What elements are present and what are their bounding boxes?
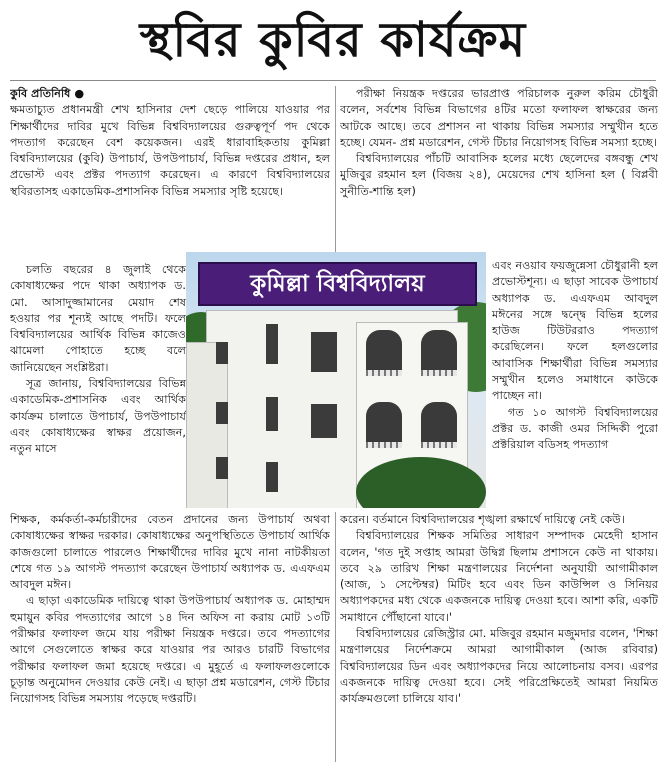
window — [266, 462, 278, 492]
byline — [10, 86, 330, 102]
left-paragraph-3b: শিক্ষক, কর্মকর্তা-কর্মচারীদের বেতন প্রদানের জন্য উপাচার্য অথবা কোষাধ্যক্ষের স্বাক্ষর দরকার। কোষাধ্যক্ষের অনুপস্থিতিতে উপাচার্য আর্থিক কাজগুলো চালাতে পারলেও শিক্ষার্থীদের দাবির মুখে নানা নাটকীয়তা শেষে গত ১৯ আগস্ট পদত্যাগ করেছেন উপাচার্য অধ্যাপক ড. এএফএম আবদুল মঈন। — [10, 513, 330, 592]
column-divider-top — [335, 86, 336, 256]
left-paragraph-3a: সূত্র জানায়, বিশ্ববিদ্যালয়ের বিভিন্ন একাডেমিক-প্রশাসনিক এবং আর্থিক কার্যক্রম চালাতে উপাচার্য, উপউপাচার্য এবং কোষাধ্যক্ষের স্বাক্ষর প্রয়োজন, নতুন মাসে — [10, 377, 186, 456]
window — [311, 332, 337, 372]
right-paragraph-4: বিশ্ববিদ্যালয়ের শিক্ষক সমিতির সাধারণ সম্পাদক মেহেদী হাসান বলেন, 'গত দুই সপ্তাহ আমরা উদ্বিগ্ন ছিলাম প্রশাসনে কেউ না থাকায়। তবে ২৯ তারিখ শিক্ষা মন্ত্রণালয়ের নির্দেশনা অনুযায়ী আগামীকাল (আজ, ১ সেপ্টেম্বর) মিটিং হবে এবং ডিন কাউন্সিল ও সিনিয়র অধ্যাপকদের মধ্য থেকে একজনকে দায়িত্ব দেওয়া হবে। আশা করি, একটি সমাধানে পৌঁছানো যাবে।' — [340, 529, 658, 624]
right-column-top — [340, 86, 658, 258]
right-paragraph-1: পরীক্ষা নিয়ন্ত্রক দপ্তরের ভারপ্রাপ্ত পরিচালক নুরুল করিম চৌধুরী বলেন, সর্বশেষ বিভিন্ন বিভাগের ৪টির মতো ফলাফল স্বাক্ষরের জন্য আটকে আছে। তবে প্রশাসন না থাকায় বিভিন্ন সমস্যার সম্মুখীন হতে হচ্ছে। যেমন- প্রশ্ন মডারেশন, গেস্ট টিচার নিয়োগসহ বিভিন্ন সমস্যা হচ্ছে। — [340, 87, 658, 149]
left-paragraph-1: ক্ষমতাচ্যুত প্রধানমন্ত্রী শেখ হাসিনার দেশ ছেড়ে পালিয়ে যাওয়ার পর শিক্ষার্থীদের দাবির মুখে বিভিন্ন বিশ্ববিদ্যালয়ের গুরুত্বপূর্ণ পদ থেকে পদত্যাগ করেছেন বেশ কয়েকজন। এরই ধারাবাহিকতায় কুমিল্লা বিশ্ববিদ্যালয়ের (কুবি) উপাচার্য, উপউপাচার্য, বিভিন্ন দপ্তরের প্রধান, হল প্রভোস্ট এবং প্রক্টর পদত্যাগ করেছেন। এ কারণে বিশ্ববিদ্যালয়ের স্থবিরতাসহ একাডেমিক-প্রশাসনিক বিভিন্ন সমস্যার সৃষ্টি হয়েছে। — [10, 103, 330, 198]
right-paragraph-3b: করেন। বর্তমানে বিশ্ববিদ্যালয়ের শৃঙ্খলা রক্ষার্থে দায়িত্বে নেই কেউ। — [340, 513, 625, 526]
building-photo — [186, 252, 486, 508]
column-divider-bottom — [335, 512, 336, 762]
window — [216, 457, 228, 479]
right-column-middle — [492, 258, 658, 514]
right-paragraph-5: বিশ্ববিদ্যালয়ের রেজিস্ট্রার মো. মজিবুর রহমান মজুমদার বলেন, 'শিক্ষা মন্ত্রণালয়ের নির্দেশক্রমে আমরা আগামীকাল (আজ রবিবার) বিশ্ববিদ্যালয়ের ডিন এবং অধ্যাপকদের নিয়ে আলোচনায় বসব। এরপর একজনকে দায়িত্ব দেওয়া হবে। সেই পরিপ্রেক্ষিতেই আমরা নিয়মিত কার্যক্রমগুলো চালিয়ে যাব।' — [340, 627, 658, 706]
window — [216, 402, 228, 424]
window — [216, 342, 228, 364]
right-paragraph-2a: বিশ্ববিদ্যালয়ের পাঁচটি আবাসিক হলের মধ্যে ছেলেদের বঙ্গবন্ধু শেখ মুজিবুর রহমান হল (বিজয় ২৪), মেয়েদের শেখ হাসিনা হল ( বিপ্লবী সুনীতি-শান্তি হল) — [340, 152, 658, 198]
right-paragraph-3a: গত ১০ আগস্ট বিশ্ববিদ্যালয়ের প্রক্টর ড. কাজী ওমর সিদ্দিকী পুরো প্রক্টরিয়াল বডিসহ পদত্যাগ — [492, 405, 658, 452]
window — [266, 324, 278, 364]
balcony-rail — [366, 442, 402, 448]
signboard: কুমিল্লা বিশ্ববিদ্যালয় — [198, 262, 477, 306]
left-column-middle — [10, 262, 186, 512]
window — [311, 404, 337, 438]
right-column-bottom — [340, 512, 658, 764]
left-paragraph-4: এ ছাড়া একাডেমিক দায়িত্বে থাকা উপউপাচার্য অধ্যাপক ড. মোহাম্মদ হুমায়ুন কবির পদত্যাগের আগে ১৪ দিন অফিস না করায় মোট ১৩টি পরীক্ষার ফলাফল জমে যায় পরীক্ষা নিয়ন্ত্রক দপ্তরে। তবে পদত্যাগের আগে সেগুলোতে স্বাক্ষর করে যাওয়ার পর আরও চারটি বিভাগের পরীক্ষার ফলাফল জমা হয়েছে দপ্তরে। এ মুহূর্তে এ ফলাফলগুলোকে চূড়ান্ত অনুমোদন দেওয়ার কেউ নেই। এ ছাড়া প্রশ্ন মডারেশন, গেস্ট টিচার নিয়োগসহ বিভিন্ন সমস্যায় পড়েছে দপ্তরটি। — [10, 594, 330, 706]
building-wing-left — [186, 342, 228, 508]
window — [266, 397, 278, 431]
right-paragraph-2b: এবং নওয়াব ফয়জুন্নেসা চৌধুরানী হল প্রভোস্টশূন্য। এ ছাড়া সাবেক উপাচার্য অধ্যাপক ড. এএফএম আবদুল মঈনের সঙ্গে দ্বন্দ্বে বিভিন্ন হলের হাউজ টিউটররাও পদত্যাগ করেছিলেন। ফলে হলগুলোর আবাসিক শিক্ষার্থীরা বিভিন্ন সমস্যার সম্মুখীন হলেও সমাধানে কাউকে পাচ্ছেন না। — [492, 259, 658, 403]
balcony-rail — [366, 370, 402, 376]
headline: স্থবির কুবির কার্যক্রম — [139, 12, 527, 68]
left-paragraph-2: চলতি বছরের ৪ জুলাই থেকে কোষাধ্যক্ষের পদে থাকা অধ্যাপক ড. মো. আসাদুজ্জামানের মেয়াদ শেষ হওয়ার পর শূন্যই আছে পদটি। ফলে বিশ্ববিদ্যালয়ের আর্থিক বিভিন্ন কাজেও ঝামেলা পোহাতে হচ্ছে বলে জানিয়েছেন সংশ্লিষ্টরা। — [10, 263, 186, 374]
byline-text: কুবি প্রতিনিধি — [10, 87, 71, 100]
bullet-icon: ● — [74, 87, 85, 100]
left-column-bottom — [10, 512, 330, 764]
balcony-rail — [421, 442, 457, 448]
left-column-top — [10, 86, 330, 264]
balcony-rail — [421, 370, 457, 376]
headline-rule — [10, 80, 656, 81]
